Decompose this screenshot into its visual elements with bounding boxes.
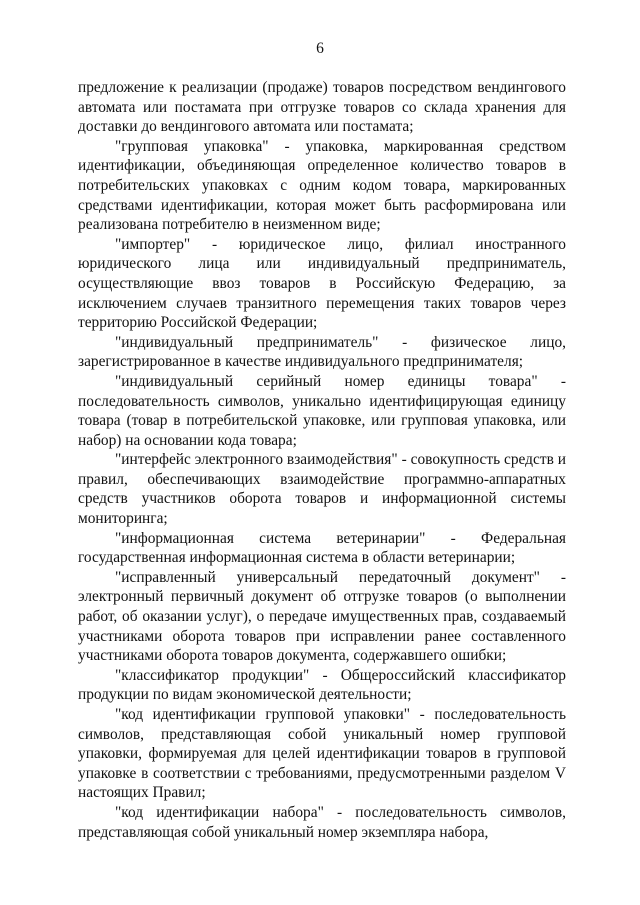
definition-corrected-document: "исправленный универсальный передаточный документ" - электронный первичный документ об отгрузке товаров (о выполнении работ, об оказании услуг), о передаче имущественных прав, создаваемый участниками оборота товаров при исправлении ранее составленного участниками оборота товаров документа, содержавшего ошибки; [78, 568, 566, 665]
definition-set-code: "код идентификации набора" - последовательность символов, представляющая собой уникальный номер экземпляра набора, [78, 803, 566, 841]
definition-product-classifier: "классификатор продукции" - Общероссийский классификатор продукции по видам экономической деятельности; [78, 666, 566, 704]
definition-group-package: "групповая упаковка" - упаковка, маркированная средством идентификации, объединяющая определенное количество товаров в потребительских упаковках с одним кодом товара, маркированных средствами идентификации, которая может быть расформирована или реализована потребителю в неизменном виде; [78, 137, 566, 234]
definition-importer: "импортер" - юридическое лицо, филиал иностранного юридического лица или индивидуальный предприниматель, осуществляющие ввоз товаров в Российскую Федерацию, за исключением случаев транзитного перемещения таких товаров через территорию Российской Федерации; [78, 235, 566, 332]
paragraph-continuation: предложение к реализации (продаже) товаров посредством вендингового автомата или постамата при отгрузке товаров со склада хранения для доставки до вендингового автомата или постамата; [78, 79, 566, 136]
document-body [78, 78, 566, 842]
definition-group-package-code: "код идентификации групповой упаковки" - последовательность символов, представляющая собой уникальный номер групповой упаковки, формируемая для целей идентификации товаров в групповой упаковке в соответствии с требованиями, предусмотренными разделом V настоящих Правил; [78, 706, 566, 802]
page-number: 6 [316, 40, 324, 57]
definition-interface: "интерфейс электронного взаимодействия" - совокупность средств и правил, обеспечивающих взаимодействие программно-аппаратных средств участников оборота товаров и информационной системы мониторинга; [78, 451, 566, 528]
definition-veterinary-system: "информационная система ветеринарии" - Федеральная государственная информационная система в области ветеринарии; [78, 529, 566, 567]
definition-individual-entrepreneur: "индивидуальный предприниматель" - физическое лицо, зарегистрированное в качестве индивидуального предпринимателя; [78, 333, 566, 371]
definition-serial-number: "индивидуальный серийный номер единицы товара" - последовательность символов, уникально идентифицирующая единицу товара (товар в потребительской упаковке, или групповая упаковка, или набор) на основании кода товара; [78, 372, 566, 449]
